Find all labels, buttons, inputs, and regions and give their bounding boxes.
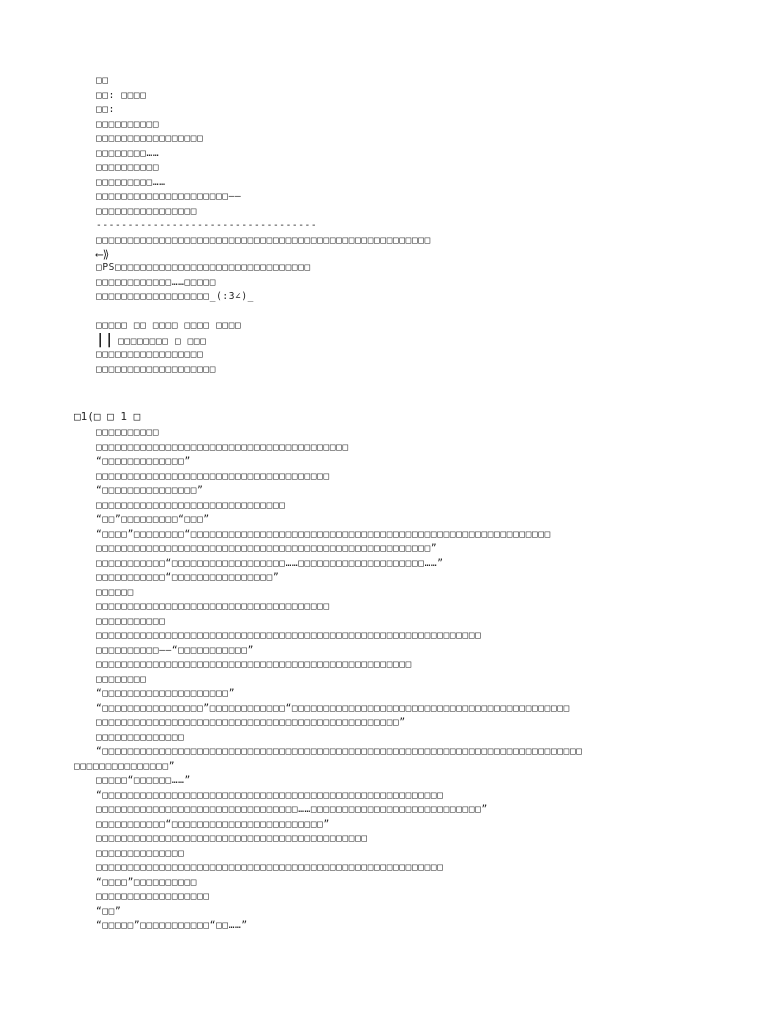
paragraph-line: “□□□□”□□□□□□□□“□□□□□□□□□□□□□□□□□□□□□□□□□□□□□□□□□□□□□□□□□□□□□□□□□□□□□□□□□ — [96, 528, 552, 540]
paragraph-line: □□□□□□□□□□□“□□□□□□□□□□□□□□□□□□□□□□□□” — [96, 818, 330, 830]
note-line: □□: — [96, 104, 115, 115]
double-bar-icon: || — [96, 331, 115, 348]
note-line: □□□□□□□□□□□□□□□□ — [96, 205, 198, 217]
note-line: □□: □□□□ — [96, 89, 147, 101]
paragraph-line: “□□□□□□□□□□□□□□□” — [96, 485, 204, 496]
note-line: □□□□□□□□□□□□□□□□□□□□□□□□□□□□□□□□□□□□□□□□□□□□□□□□□□□□□ — [96, 234, 431, 246]
paragraph-line: □□□□□□□□□□□□□□□□□□□□□□□□□□□□□□□□□□□□□□□□□□□ — [96, 833, 368, 844]
paragraph-line: □□□□□□□□□□□□□□□□□□□□□□□□□□□□□□□□□□□□□ — [96, 601, 330, 612]
paragraph-line: □□□□□“□□□□□□……” — [96, 775, 191, 786]
paragraph-line: “□□□□□□□□□□□□□□□□□□□□□□□□□□□□□□□□□□□□□□□□□□□□□□□□□□□□□□□□□□□□□□□□□□□□□□□□□□□□ — [96, 746, 583, 757]
paragraph-line: “□□□□□□□□□□□□□” — [96, 456, 191, 467]
note-line: □□□□□□□□□□□□……□□□□□ — [96, 276, 217, 288]
paragraph-line: □□□□□□□□□□——“□□□□□□□□□□□” — [96, 644, 254, 656]
dashed-divider: ----------------------------------- — [96, 220, 318, 231]
note-line-text: □□□□□□□□ □ □□□ — [118, 335, 207, 347]
paragraph-line: □□□□□□□□□□□□□□□□□□□□□□□□□□□□□□□□□□□□□ — [96, 470, 330, 482]
paragraph-line: □□□□□□□□□□□□□□□□□□□□□□□□□□□□□□□□□□□□□□□□□□□□□□□□□□ — [96, 659, 412, 670]
paragraph-line: □□□□□□□□□□□□□□□□□□ — [96, 891, 210, 902]
note-line: □□□□□□□□□…… — [96, 176, 166, 188]
paragraph-line: “□□□□□□□□□□□□□□□□”□□□□□□□□□□□□“□□□□□□□□□□□□□□□□□□□□□□□□□□□□□□□□□□□□□□□□□□□□ — [96, 702, 570, 714]
paragraph-line: □□□□□□□□□□□□□□□□□□□□□□□□□□□□□□□□□□□□□□□□□□□□□□□□” — [96, 717, 406, 728]
chapter-heading: □1(□ □ 1 □ — [74, 410, 141, 423]
paragraph-line: □□□□□□□□□□□□□□□□□□□□□□□□□□□□□□□□□□□□□□□□□□□□□□□□□□□□□□□□□□□□□ — [96, 630, 482, 641]
note-line: □□□□□□□□□□□□□□□□□ — [96, 349, 204, 360]
paragraph-line: □□□□□□□□□□□□□□□” — [74, 760, 176, 772]
paragraph-line: “□□” — [96, 905, 122, 917]
paragraph-line: “□□□□□”□□□□□□□□□□□“□□……” — [96, 920, 248, 931]
paragraph-line: □□□□□□□□□□□□□□□□□□□□□□□□□□□□□□□□□□□□□□□□ — [96, 441, 349, 453]
note-line: □PS□□□□□□□□□□□□□□□□□□□□□□□□□□□□□□□ — [96, 262, 311, 273]
paragraph-line: □□□□□□□□□□□□□□□□□□□□□□□□□□□□□□□□□□□□□□□□□□□□□□□□□□□□□” — [96, 543, 438, 554]
note-line: □□ — [96, 75, 109, 86]
paragraph-line: □□□□□□□□□□□□□□□□□□□□□□□□□□□□□□□□□□□□□□□□□□□□□□□□□□□□□□□ — [96, 862, 444, 873]
note-line: □□□□□ □□ □□□□ □□□□ □□□□ — [96, 320, 242, 331]
note-line: □□□□□□□□□□□□□□□□□□_(:3∠)_ — [96, 291, 254, 302]
note-line: □□□□□□□□□□ — [96, 118, 160, 130]
paragraph-line: “□□□□□□□□□□□□□□□□□□□□” — [96, 688, 236, 699]
note-line: □□□□□□□□□□□□□□□□□□□ — [96, 363, 217, 375]
note-line: □□□□□□□□□□□□□□□□□□□□□—— — [96, 191, 242, 202]
chapter-body — [0, 409, 768, 934]
paragraph-line: □□□□□□□□□□□“□□□□□□□□□□□□□□□□” — [96, 572, 280, 583]
note-line: □□□□□□□□□□□□□□□□□ — [96, 133, 204, 144]
paragraph-line: □□□□□□□□□□ — [96, 427, 160, 438]
blank-line — [0, 305, 768, 320]
paragraph-line: □□□□□□□□□□□□□□ — [96, 847, 185, 859]
paragraph-line: □□□□□□□□□□□□□□□□□□□□□□□□□□□□□□ — [96, 499, 286, 511]
paragraph-line: “□□□□”□□□□□□□□□□ — [96, 876, 198, 888]
note-line: □□□□□□□□…… — [96, 147, 160, 159]
chapter-lines — [0, 426, 768, 934]
paragraph-line: □□□□□□□□□□□ — [96, 615, 166, 627]
paragraph-line: □□□□□□ — [96, 586, 134, 598]
paragraph-line: □□□□□□□□ — [96, 673, 147, 685]
author-note — [0, 74, 768, 377]
arrow-symbol: ⟵⟫ — [96, 248, 110, 261]
note-line: □□□□□□□□□□ — [96, 162, 160, 173]
paragraph-line: “□□”□□□□□□□□□“□□□” — [96, 514, 210, 525]
paragraph-line: “□□□□□□□□□□□□□□□□□□□□□□□□□□□□□□□□□□□□□□□□□□□□□□□□□□□□□□ — [96, 789, 444, 801]
paragraph-line: □□□□□□□□□□□□□□□□□□□□□□□□□□□□□□□□……□□□□□□□□□□□□□□□□□□□□□□□□□□□” — [96, 804, 488, 815]
paragraph-line: □□□□□□□□□□□□□□ — [96, 731, 185, 743]
note-line — [0, 331, 768, 349]
paragraph-line: □□□□□□□□□□□“□□□□□□□□□□□□□□□□□□……□□□□□□□□□□□□□□□□□□□□……” — [96, 557, 444, 569]
